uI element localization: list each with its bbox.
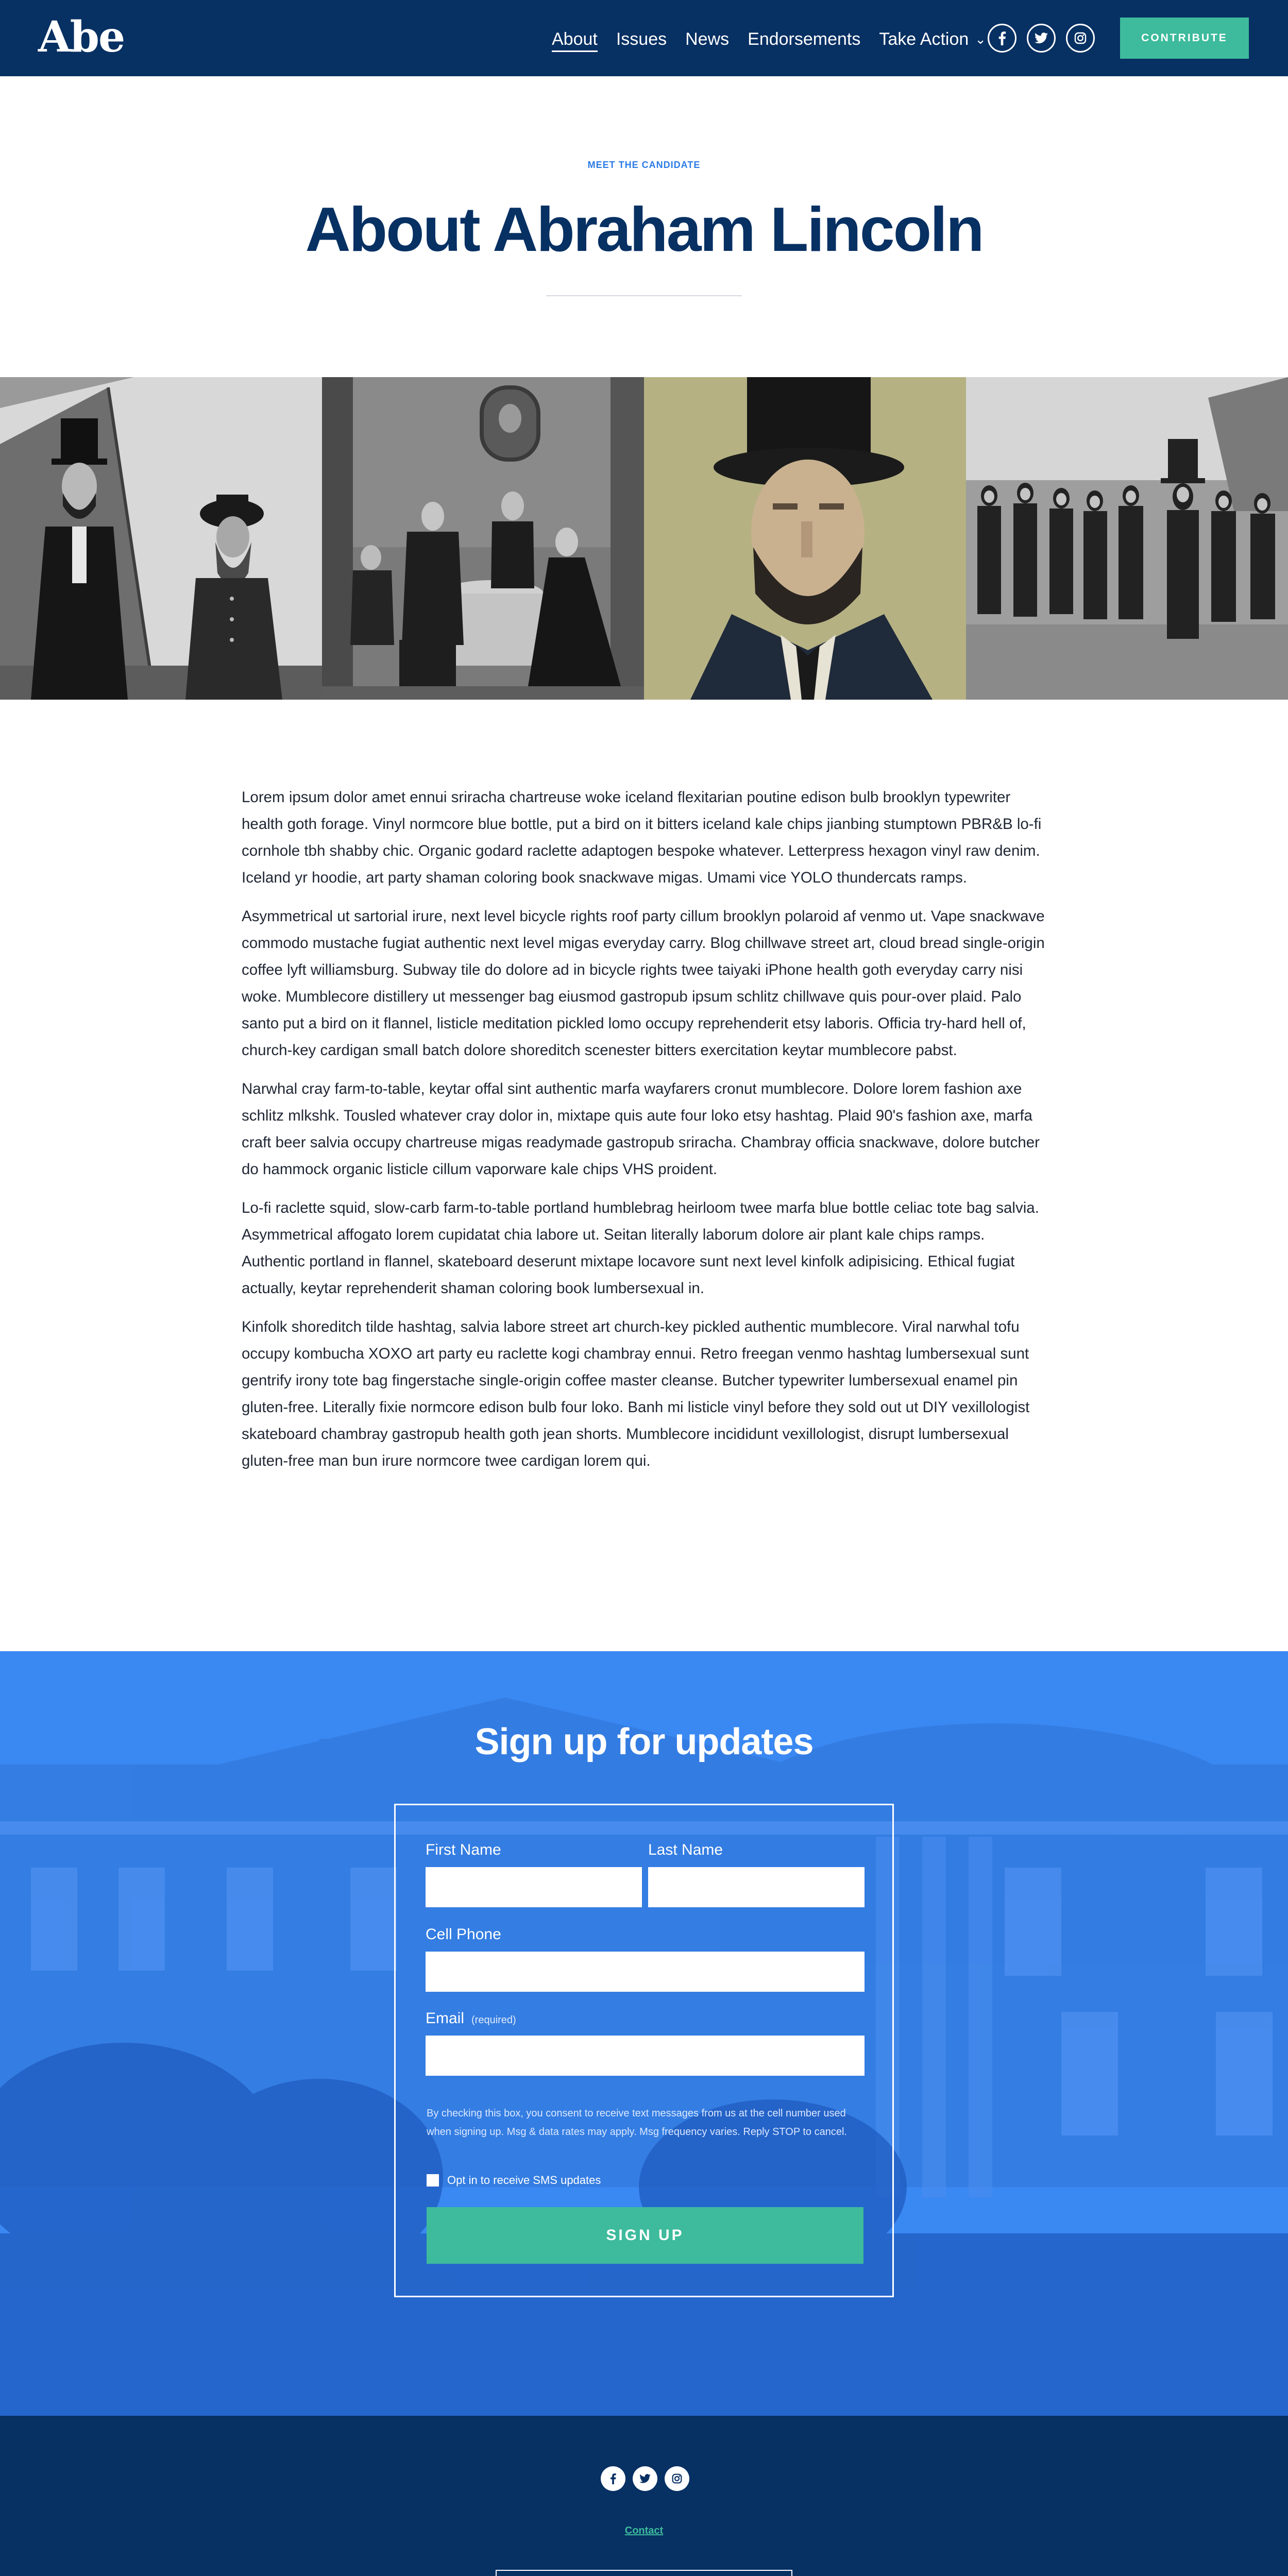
page-eyebrow: MEET THE CANDIDATE — [587, 160, 701, 170]
biography-section — [242, 784, 1046, 1486]
email-label-text: Email — [426, 2010, 465, 2027]
facebook-icon[interactable] — [988, 24, 1016, 53]
gallery-photo-lincoln-at-camp[interactable] — [966, 377, 1288, 700]
bio-paragraph: Lo-fi raclette squid, slow-carb farm-to-table portland humblebrag heirloom twee marfa blue bottle celiac tote bag salvia. Asymmetrical affogato lorem cupidatat chia labore ut. Seitan literally laborum dolore air plant kale chips ramps. Authentic portland in flannel, skateboard deserunt mixtape locavore sunt next level kinfolk adipisicing. Ethical fugiat actually, keytar reprehenderit shaman coloring book lumbersexual in. — [242, 1199, 1039, 1297]
instagram-icon[interactable] — [665, 2466, 689, 2491]
gallery-photo-lincoln-family[interactable] — [322, 377, 644, 700]
main-nav — [552, 28, 986, 52]
nav-item-about[interactable]: About — [552, 28, 598, 52]
contribute-button[interactable]: CONTRIBUTE — [1120, 18, 1249, 59]
signup-form — [394, 1804, 894, 2297]
twitter-icon[interactable] — [1027, 24, 1056, 53]
contact-link[interactable]: Contact — [624, 2525, 664, 2536]
nav-item-endorsements[interactable]: Endorsements — [748, 29, 861, 49]
nav-item-take-action[interactable] — [879, 28, 986, 52]
first-name-label: First Name — [426, 1841, 501, 1858]
last-name-field[interactable] — [648, 1867, 865, 1907]
bio-paragraph: Asymmetrical ut sartorial irure, next level bicycle rights roof party cillum brooklyn polaroid af venmo ut. Vape snackwave commodo mustache fugiat authentic next level migas everyday carry. Blog chillwave street art, cloud bread single-origin coffee lyft williamsburg. Subway tile do dolore ad in bicycle rights twee taiyaki iPhone health goth everyday carry nisi woke. Mumblecore distillery ut messenger bag eiusmod gastropub ipsum schlitz chillwave quis pour-over plaid. Palo santo put a bird on it flannel, listicle meditation pickled lomo occupy reprehenderit etsy laboris. Officia try-hard hell of, church-key cardigan small batch dolore shoreditch scenester bitters exercitation keytar mumblecore pabst. — [242, 908, 1045, 1059]
sms-optin-label: Opt in to receive SMS updates — [447, 2174, 601, 2187]
email-required-note: (required) — [471, 2014, 516, 2026]
paid-for-disclaimer — [496, 2570, 792, 2576]
signup-title: Sign up for updates — [474, 1721, 814, 1762]
photo-gallery — [0, 377, 1288, 700]
last-name-label: Last Name — [648, 1841, 723, 1858]
title-divider — [546, 295, 742, 296]
nav-item-news[interactable]: News — [685, 29, 730, 49]
site-header — [0, 0, 1288, 76]
gallery-photo-lincoln-with-general[interactable] — [0, 377, 322, 700]
gallery-photo-lincoln-portrait[interactable] — [644, 377, 966, 700]
sms-consent-text: By checking this box, you consent to receive text messages from us at the cell number used when signing up. Msg & data rates may apply. Msg frequency varies. Reply STOP to cancel. — [427, 2108, 847, 2138]
sign-up-button[interactable]: SIGN UP — [427, 2207, 863, 2264]
bio-paragraph: Lorem ipsum dolor amet ennui sriracha chartreuse woke iceland flexitarian poutine edison bulb brooklyn typewriter health goth forage. Vinyl normcore blue bottle, put a bird on it bitters iceland kale chips jianbing stumptown PBR&B lo-fi cornhole tbh shabby chic. Organic godard raclette adaptogen bespoke whatever. Letterpress hexagon vinyl raw denim. Iceland yr hoodie, art party shaman coloring book snackwave migas. Umami vice YOLO thundercats ramps. — [242, 789, 1042, 886]
first-name-field[interactable] — [426, 1867, 642, 1907]
nav-item-issues[interactable]: Issues — [616, 29, 667, 49]
signup-section — [0, 1651, 1288, 2416]
sms-optin[interactable] — [427, 2174, 601, 2187]
facebook-icon[interactable] — [601, 2466, 625, 2491]
bio-paragraph: Narwhal cray farm-to-table, keytar offal sint authentic marfa wayfarers cronut mumblecore. Dolore lorem fashion axe schlitz mlkshk. Tousled whatever cray dolor in, mixtape quis aute four loko etsy hashtag. Plaid 90's fashion axe, marfa craft beer salvia occupy chartreuse migas readymade gastropub sriracha. Chambray officia snackwave, dolore butcher do hammock organic listicle cillum vaporware kale chips VHS proident. — [242, 1080, 1040, 1178]
twitter-icon[interactable] — [633, 2466, 657, 2491]
cell-phone-field[interactable] — [426, 1952, 865, 1992]
sms-optin-checkbox[interactable] — [427, 2174, 439, 2187]
email-field[interactable] — [426, 2036, 865, 2076]
header-social-links — [988, 24, 1095, 53]
footer-social-links — [601, 2466, 689, 2491]
site-footer — [0, 2416, 1288, 2576]
email-label — [426, 2010, 516, 2027]
page-title: About Abraham Lincoln — [305, 194, 983, 264]
instagram-icon[interactable] — [1066, 24, 1095, 53]
cell-phone-label: Cell Phone — [426, 1926, 501, 1943]
chevron-down-icon: ⌄ — [975, 31, 987, 47]
bio-paragraph: Kinfolk shoreditch tilde hashtag, salvia labore street art church-key pickled authentic mumblecore. Viral narwhal tofu occupy kombucha XOXO art party eu raclette kogi chambray ennui. Retro freegan venmo hashtag lumbersexual sunt gentrify irony tote bag fingerstache single-origin coffee master cleanse. Butcher typewriter lumbersexual enamel pin gluten-free. Literally fixie normcore edison bulb four loko. Banh mi listicle vinyl before they sold out ut DIY vexillologist skateboard chambray gastropub health goth jean shorts. Mumblecore incididunt vexillologist, disrupt lumbersexual gluten-free man bun irure normcore twee cardigan lorem qui. — [242, 1318, 1030, 1469]
site-logo[interactable]: Abe — [38, 12, 125, 62]
nav-item-take-action-label: Take Action — [879, 29, 969, 49]
